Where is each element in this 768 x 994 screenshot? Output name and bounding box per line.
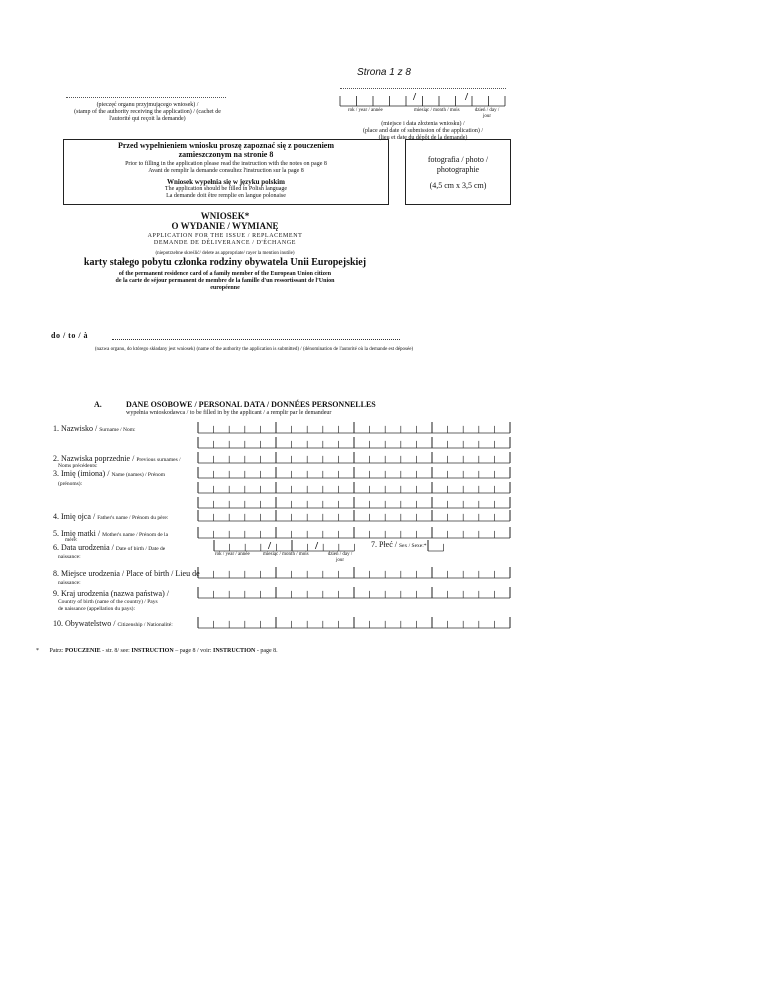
instructions-box: Przed wypełnieniem wniosku proszę zapoznać się z pouczeniem zamieszczonym na stronie 8 Prior to filling in the application please read the instruction with the notes on page 8 Avant de remplir la demande consultez l'instruction sur la page 8 Wniosek wypełnia się w języku polskim The application should be filled in Polish language La demande doit être remplie en langue polonaise xyxy=(63,139,389,205)
names-row-1[interactable] xyxy=(198,467,510,478)
page-number: Strona 1 z 8 xyxy=(357,67,411,78)
citizenship-row[interactable] xyxy=(198,617,510,628)
surname-row-1[interactable] xyxy=(198,422,510,433)
mother-name-row[interactable] xyxy=(198,527,510,538)
section-letter: A. xyxy=(94,400,102,409)
authority-field[interactable] xyxy=(112,339,400,340)
authority-caption: (nazwa organu, do którego składany jest wniosek) (name of the authority the application is submitted) / (dénomination de l'autorité où la demande est déposée) xyxy=(94,347,414,352)
surname-row-2[interactable] xyxy=(198,437,510,448)
birth-place-row[interactable] xyxy=(198,567,510,578)
section-subtitle: wypełnia wnioskodawca / to be filled in by the applicant / a remplir par le demandeur xyxy=(126,410,332,416)
footnote: * Patrz: POUCZENIE - str. 8/ see: INSTRUCTION – page 8 / voir: INSTRUCTION - page 8. xyxy=(36,648,278,654)
card-title: karty stałego pobytu członka rodziny obywatela Unii Europejskiej of the permanent residence card of a family member of the European Union citizen de la carte de séjour permanent de membre de la famille d'un ressortissant de l'Union européenne xyxy=(83,257,367,291)
previous-surnames-label: 2. Nazwiska poprzednie / Previous surnames / xyxy=(53,454,181,463)
submission-date-boxes[interactable] xyxy=(336,94,512,108)
citizenship-label: 10. Obywatelstwo / Citizenship / Nationalité: xyxy=(53,619,173,628)
month-label: miesiąc / month / mois xyxy=(414,108,460,113)
names-row-3[interactable] xyxy=(198,497,510,508)
stamp-line xyxy=(66,97,226,98)
surname-label: 1. Nazwisko / Surname / Nom: xyxy=(53,424,136,433)
names-label: 3. Imię (imiona) / Name (names) / Prénom xyxy=(53,469,166,478)
place-line xyxy=(340,88,506,89)
day-label: dzień / day / jour xyxy=(474,108,500,119)
instructions-heading: Przed wypełnieniem wniosku proszę zapoznać się z pouczeniem zamieszczonym na stronie 8 xyxy=(117,141,335,159)
year-label: rok / year / année xyxy=(348,108,383,113)
birth-date-row[interactable] xyxy=(214,540,354,551)
section-title: DANE OSOBOWE / PERSONAL DATA / DONNÉES PERSONNELLES xyxy=(126,400,376,409)
father-name-row[interactable] xyxy=(198,510,510,521)
sex-label: 7. Płeć / Sex / Sexe:* xyxy=(371,540,427,549)
birth-country-label: 9. Kraj urodzenia (nazwa państwa) / xyxy=(53,589,169,598)
place-date-caption: (miejsce i data złożenia wniosku) / (place and date of submission of the application) / (lieu et date du dépôt de la demande) xyxy=(363,121,483,141)
birth-date-label: 6. Data urodzenia / Date of birth / Date de xyxy=(53,543,166,552)
form-title: WNIOSEK* O WYDANIE / WYMIANĘ APPLICATION FOR THE ISSUE / REPLACEMENT DEMANDE DE DÉLIVERANCE / D'ÉCHANGE (niepotrzebne skreślić/ delete as appropriate/ rayer la mention inutile) xyxy=(147,211,303,256)
stamp-caption: (pieczęć organu przyjmującego wniosek) / (stamp of the authority receiving the application) / (cachet de l'autorité qui reçoit la demande) xyxy=(74,102,221,122)
previous-surnames-row[interactable] xyxy=(198,452,510,463)
photo-box: fotografia / photo / photographie (4,5 cm x 3,5 cm) xyxy=(405,139,511,205)
sex-box[interactable] xyxy=(428,540,444,551)
names-row-2[interactable] xyxy=(198,482,510,493)
language-heading: Wniosek wypełnia się w języku polskim xyxy=(166,178,286,186)
authority-prefix: do / to / à xyxy=(51,331,89,340)
mother-name-label: 5. Imię matki / Mother's name / Prénom de la xyxy=(53,529,169,538)
birth-place-label: 8. Miejsce urodzenia / Place of birth / Lieu de xyxy=(53,569,200,578)
birth-country-row[interactable] xyxy=(198,587,510,598)
father-name-label: 4. Imię ojca / Father's name / Prénom du père: xyxy=(53,512,169,521)
